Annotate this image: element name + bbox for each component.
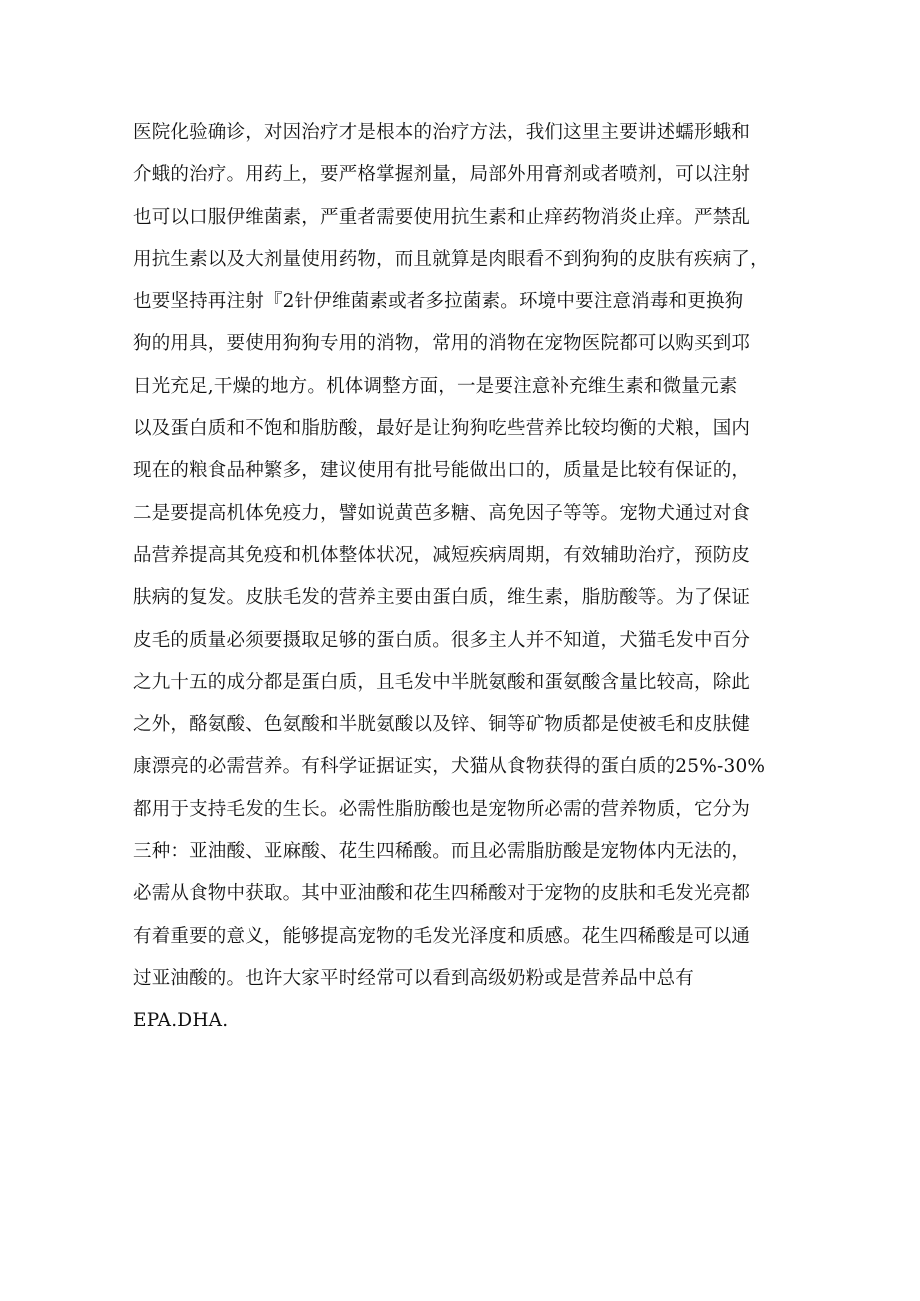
text-line: 肤病的复发。皮肤毛发的营养主要由蛋白质，维生素，脂肪酸等。为了保证 [133,587,751,609]
text-line: 也可以口服伊维菌素，严重者需要使用抗生素和止痒药物消炎止痒。严禁乱 [133,206,751,228]
text-line: 介蛾的治疗。用药上，要严格掌握剂量，局部外用膏剂或者喷剂，可以注射 [133,164,751,186]
text-line: 以及蛋白质和不饱和脂肪酸，最好是让狗狗吃些营养比较均衡的犬粮，国内 [133,418,751,440]
text-line: 康漂亮的必需营养。有科学证据证实，犬猫从食物获得的蛋白质的25%-30% [133,756,766,778]
text-line: 过亚油酸的。也许大家平时经常可以看到高级奶粉或是营养品中总有 [133,967,695,989]
text-line: 有着重要的意义，能够提高宠物的毛发光泽度和质感。花生四稀酸是可以通 [133,925,751,947]
text-line: 皮毛的质量必须要摄取足够的蛋白质。很多主人并不知道，犬猫毛发中百分 [133,629,751,651]
body-paragraph [133,112,803,1043]
text-line: 都用于支持毛发的生长。必需性脂肪酸也是宠物所必需的营养物质，它分为 [133,798,751,820]
text-line: 三种：亚油酸、亚麻酸、花生四稀酸。而且必需脂肪酸是宠物体内无法的， [133,841,751,863]
text-line: 现在的粮食品种繁多，建议使用有批号能做出口的，质量是比较有保证的， [133,460,751,482]
text-line: 之外，酪氨酸、色氨酸和半胱氨酸以及锌、铜等矿物质都是使被毛和皮肤健 [133,714,751,736]
text-line: 二是要提高机体免疫力，譬如说黄芭多糖、高免因子等等。宠物犬通过对食 [133,502,751,524]
text-line: EPA.DHA. [133,1010,229,1032]
text-line: 必需从食物中获取。其中亚油酸和花生四稀酸对于宠物的皮肤和毛发光亮都 [133,883,751,905]
text-line: 品营养提高其免疫和机体整体状况，减短疾病周期，有效辅助治疗，预防皮 [133,544,751,566]
text-line: 医院化验确诊，对因治疗才是根本的治疗方法，我们这里主要讲述蠕形蛾和 [133,122,751,143]
text-line: 狗的用具，要使用狗狗专用的消物，常用的消物在宠物医院都可以购买到邛 [133,333,751,355]
text-line: 用抗生素以及大剂量使用药物，而且就算是肉眼看不到狗狗的皮肤有疾病了， [133,248,769,270]
text-line: 日光充足,干燥的地方。机体调整方面，一是要注意补充维生素和微量元素 [133,375,738,397]
text-line: 也要坚持再注射『2针伊维菌素或者多拉菌素。环境中要注意消毒和更换狗 [133,291,744,313]
text-line: 之九十五的成分都是蛋白质，且毛发中半胱氨酸和蛋氨酸含量比较高，除此 [133,671,751,693]
